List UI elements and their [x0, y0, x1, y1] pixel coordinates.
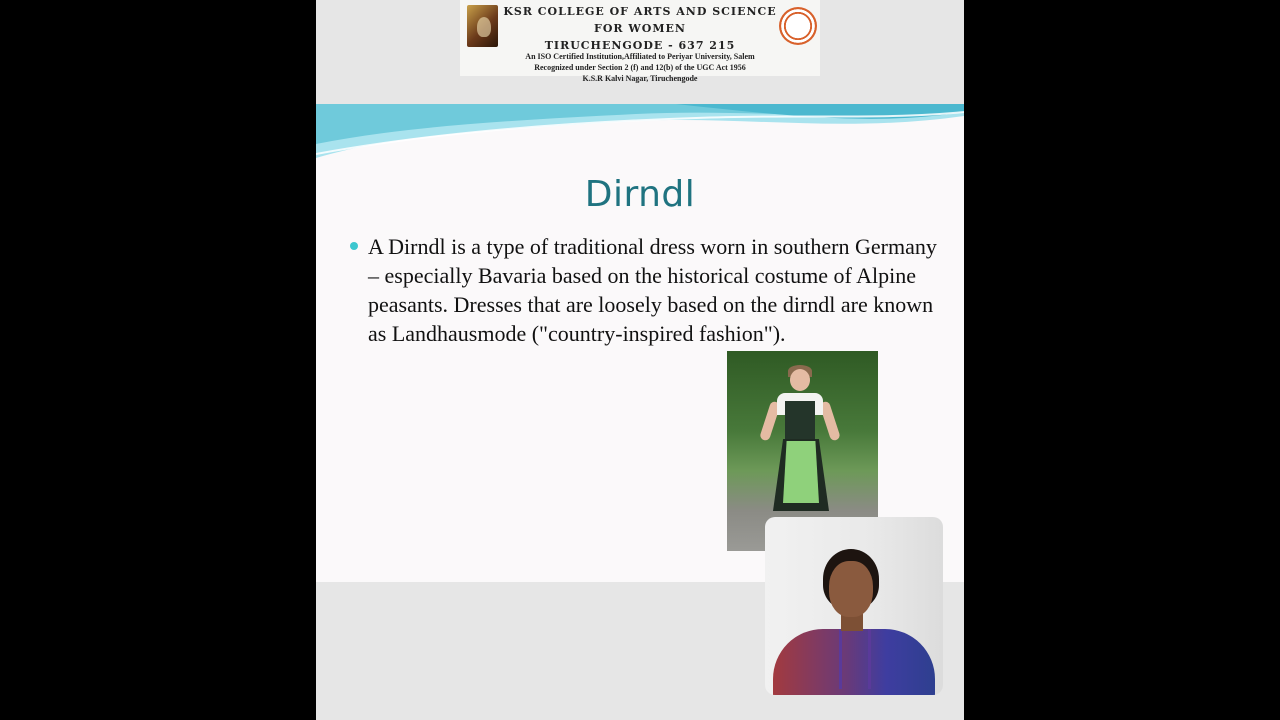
wave-header-decoration — [316, 104, 964, 164]
presentation-slide — [316, 104, 964, 582]
banner-title-line2: FOR WOMEN — [594, 22, 686, 35]
bullet-text: A Dirndl is a type of traditional dress worn in southern Germany – especially Bavaria based on the historical costume of Alpine peasants. Dresses that are loosely based on the dirndl are known as Landhausmode ("country-inspired fashion"). — [368, 234, 937, 346]
banner-recognition: Recognized under Section 2 (f) and 12(b) of the UGC Act 1956 — [534, 63, 746, 72]
college-seal-logo — [779, 7, 817, 45]
banner-title-line1: KSR COLLEGE OF ARTS AND SCIENCE — [503, 5, 777, 18]
college-emblem-logo — [467, 5, 498, 47]
slide-title: Dirndl — [584, 174, 696, 215]
banner-title-line3: TIRUCHENGODE - 637 215 — [544, 39, 736, 52]
video-frame — [316, 0, 964, 720]
college-banner — [460, 0, 820, 83]
banner-address: K.S.R Kalvi Nagar, Tiruchengode — [582, 74, 698, 83]
bullet-icon — [350, 242, 358, 250]
banner-affiliation: An ISO Certified Institution,Affiliated to Periyar University, Salem — [525, 52, 755, 61]
presenter-webcam — [765, 517, 943, 695]
